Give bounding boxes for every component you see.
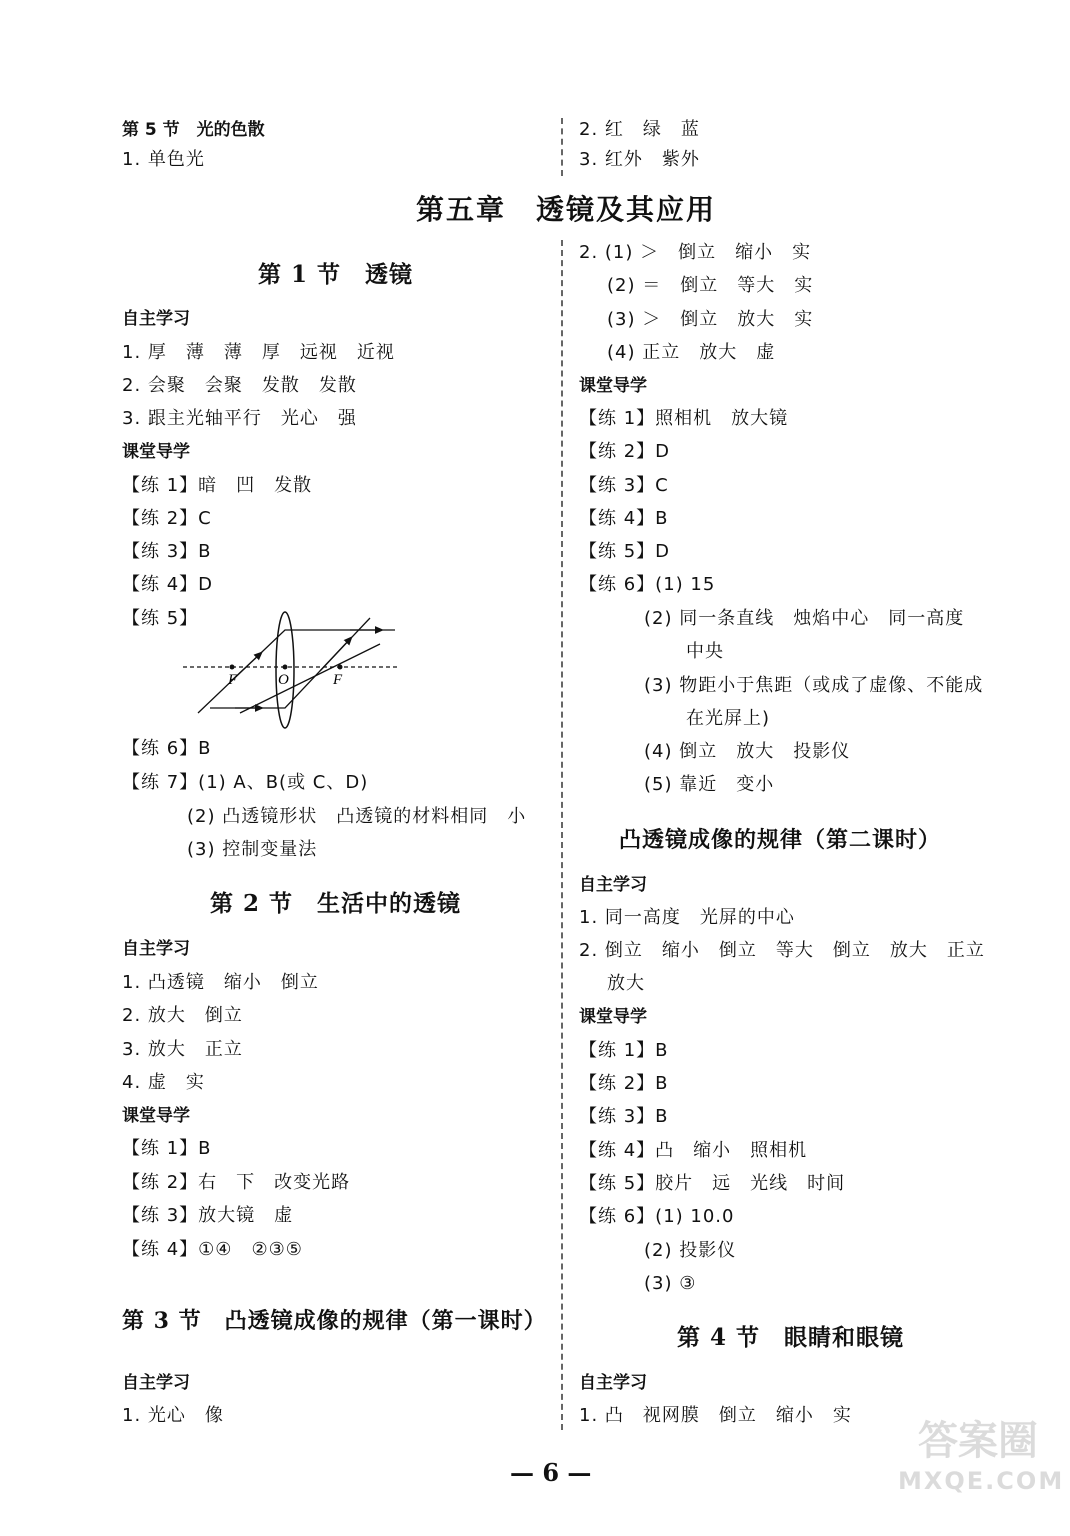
section-title-2: 第 2 节 生活中的透镜 <box>210 890 462 917</box>
column-divider <box>561 118 563 176</box>
answer-line: (3) 物距小于焦距（或成了虚像、不能成 <box>644 675 984 696</box>
answer-line: 中央 <box>686 641 724 662</box>
section-title-5: 第 5 节 光的色散 <box>122 120 265 140</box>
answer-line: 1. 厚 薄 薄 厚 远视 近视 <box>122 342 395 363</box>
answer-line: (4) 正立 放大 虚 <box>607 342 776 363</box>
answer-line: (2) 投影仪 <box>644 1240 737 1261</box>
section-title-3-part-2: 凸透镜成像的规律（第二课时） <box>619 827 942 853</box>
answer-line: 1. 单色光 <box>122 149 205 170</box>
label-self-study: 自主学习 <box>122 1373 190 1393</box>
answer-line: (3) ③ <box>644 1273 697 1294</box>
answer-line: (2) ＝ 倒立 等大 实 <box>607 275 814 296</box>
answer-line: 3. 放大 正立 <box>122 1039 243 1060</box>
label-f-right: F <box>333 672 343 688</box>
answer-line: 【练 6】(1) 10.0 <box>579 1206 735 1227</box>
answer-line: (3) ＞ 倒立 放大 实 <box>607 309 814 330</box>
answer-line: 【练 4】凸 缩小 照相机 <box>579 1140 808 1161</box>
answer-line: 2. 会聚 会聚 发散 发散 <box>122 375 357 396</box>
answer-line: 【练 1】B <box>122 1138 212 1159</box>
answer-line: (2) 同一条直线 烛焰中心 同一高度 <box>644 608 965 629</box>
section-title-4: 第 4 节 眼睛和眼镜 <box>677 1324 905 1351</box>
answer-line: 3. 红外 紫外 <box>579 149 700 170</box>
answer-line: 在光屏上) <box>686 708 771 729</box>
answer-line: 【练 6】B <box>122 738 212 759</box>
focal-point <box>338 665 343 670</box>
chapter-title: 第五章 透镜及其应用 <box>416 193 717 226</box>
label-class-guide: 课堂导学 <box>579 1007 647 1027</box>
answer-line: 1. 光心 像 <box>122 1405 224 1426</box>
label-self-study: 自主学习 <box>579 875 647 895</box>
answer-line: 2. 倒立 缩小 倒立 等大 倒立 放大 正立 <box>579 940 985 961</box>
label-self-study: 自主学习 <box>122 309 190 329</box>
label-self-study: 自主学习 <box>122 939 190 959</box>
answer-line: 【练 3】B <box>122 541 212 562</box>
answer-line: 【练 5】胶片 远 光线 时间 <box>579 1173 846 1194</box>
answer-line: 【练 4】B <box>579 508 669 529</box>
answer-line: 【练 5】 <box>122 608 199 629</box>
label-o: O <box>278 672 289 688</box>
answer-line: (4) 倒立 放大 投影仪 <box>644 741 851 762</box>
label-class-guide: 课堂导学 <box>122 442 190 462</box>
answer-line: 【练 7】(1) A、B(或 C、D) <box>122 772 369 793</box>
convex-lens-diagram <box>180 610 405 730</box>
answer-line: 3. 跟主光轴平行 光心 强 <box>122 408 357 429</box>
answer-line: 【练 4】①④ ②③⑤ <box>122 1239 303 1260</box>
answer-line: 【练 2】C <box>122 508 212 529</box>
optical-center <box>283 665 288 670</box>
light-ray <box>240 644 380 713</box>
label-class-guide: 课堂导学 <box>579 376 647 396</box>
label-self-study: 自主学习 <box>579 1373 647 1393</box>
answer-line: 【练 2】B <box>579 1073 669 1094</box>
answer-line: 【练 1】照相机 放大镜 <box>579 408 789 429</box>
column-divider <box>561 240 563 1430</box>
answer-line: 2. 红 绿 蓝 <box>579 119 700 140</box>
answer-line: 放大 <box>607 973 645 994</box>
answer-line: 1. 凸透镜 缩小 倒立 <box>122 972 319 993</box>
page-number: — 6 — <box>510 1458 592 1487</box>
answer-line: 【练 4】D <box>122 574 214 595</box>
answer-line: 【练 1】暗 凹 发散 <box>122 475 313 496</box>
answer-line: 4. 虚 实 <box>122 1072 205 1093</box>
answer-line: 【练 2】右 下 改变光路 <box>122 1172 351 1193</box>
answer-line: 【练 6】(1) 15 <box>579 574 716 595</box>
answer-line: (3) 控制变量法 <box>187 839 318 860</box>
section-title-1: 第 1 节 透镜 <box>258 261 414 288</box>
section-title-3: 第 3 节 凸透镜成像的规律（第一课时） <box>122 1308 547 1334</box>
light-ray <box>210 618 370 708</box>
watermark-url: MXQE.COM <box>898 1467 1065 1495</box>
answer-line: 【练 5】D <box>579 541 671 562</box>
answer-line: 【练 3】放大镜 虚 <box>122 1205 294 1226</box>
label-class-guide: 课堂导学 <box>122 1106 190 1126</box>
answer-line: 【练 3】C <box>579 475 669 496</box>
answer-line: 1. 凸 视网膜 倒立 缩小 实 <box>579 1405 852 1426</box>
focal-point <box>230 665 235 670</box>
answer-line: (2) 凸透镜形状 凸透镜的材料相同 小 <box>187 806 527 827</box>
answer-line: 2. 放大 倒立 <box>122 1005 243 1026</box>
answer-line: 【练 2】D <box>579 441 671 462</box>
answer-line: 【练 3】B <box>579 1106 669 1127</box>
watermark-logo <box>898 1416 1065 1526</box>
answer-line: (5) 靠近 变小 <box>644 774 775 795</box>
answer-line: 【练 1】B <box>579 1040 669 1061</box>
answer-line: 1. 同一高度 光屏的中心 <box>579 907 795 928</box>
watermark-text: 答案圈 <box>918 1418 1038 1464</box>
label-f-left: F <box>228 672 238 688</box>
answer-line: 2. (1) ＞ 倒立 缩小 实 <box>579 242 812 263</box>
